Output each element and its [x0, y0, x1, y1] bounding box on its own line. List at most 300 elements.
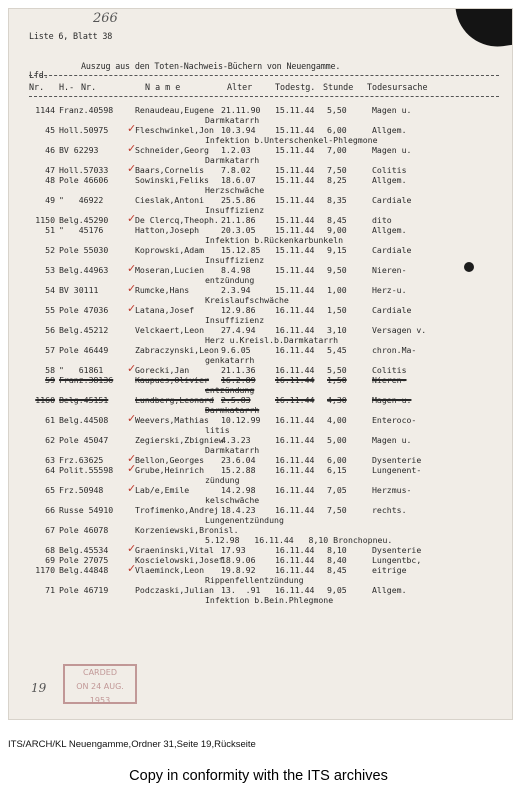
continuation-text: Kreislaufschwäche	[205, 295, 289, 305]
cause-of-death: Magen u.	[372, 145, 412, 155]
prisoner-name: Vlaeminck,Leon	[135, 565, 205, 575]
prisoner-number: Pole 45047	[59, 435, 109, 445]
death-time: 4,30	[327, 395, 347, 405]
death-time: 8,10	[327, 545, 347, 555]
cause-of-death: Dysenterie	[372, 545, 422, 555]
record-number: 45	[45, 125, 55, 135]
birth-date: 15.2.88	[221, 465, 256, 475]
prisoner-name: Zabraczynski,Leon	[135, 345, 219, 355]
continuation-text: entzündung	[205, 385, 255, 395]
prisoner-name: De Clercq,Theoph.	[135, 215, 219, 225]
prisoner-name: Velckaert,Leon	[135, 325, 205, 335]
death-time: 7,05	[327, 485, 347, 495]
death-time: 7,00	[327, 145, 347, 155]
continuation-text: genkatarrh	[205, 355, 255, 365]
birth-date: 27.4.94	[221, 325, 256, 335]
red-check-mark-icon: ✓	[127, 302, 137, 315]
continuation-text: Darmkatarrh	[205, 445, 260, 455]
prisoner-name: Grube,Heinrich	[135, 465, 205, 475]
death-date: 15.11.44	[275, 245, 315, 255]
prisoner-number: Polit.55598	[59, 465, 114, 475]
header-name: N a m e	[145, 82, 181, 92]
prisoner-name: Rumcke,Hans	[135, 285, 190, 295]
death-time: 6,00	[327, 125, 347, 135]
birth-date: 18.6.07	[221, 175, 256, 185]
continuation-text: Insuffizienz	[205, 255, 265, 265]
record-number: 61	[45, 415, 55, 425]
death-date: 16.11.44	[275, 325, 315, 335]
conformity-statement: Copy in conformity with the ITS archives	[129, 768, 388, 784]
record-row	[27, 162, 507, 175]
death-time: 9,50	[327, 265, 347, 275]
record-continuation	[27, 355, 507, 365]
stamp-line-1: CARDED	[83, 668, 117, 677]
prisoner-number: Franz.40598	[59, 105, 114, 115]
prisoner-name: Zegierski,Zbigniew	[135, 435, 224, 445]
record-continuation	[27, 135, 507, 145]
cause-of-death: eitrige	[372, 565, 407, 575]
prisoner-name: Schneider,Georg	[135, 145, 209, 155]
cause-of-death: rechts.	[372, 505, 407, 515]
record-number: 68	[45, 545, 55, 555]
record-number: 1160	[35, 395, 55, 405]
list-reference: Liste 6, Blatt 38	[29, 31, 113, 41]
record-row	[27, 505, 507, 515]
continuation-text: Darmkatarrh	[205, 155, 260, 165]
birth-date: 10.12.99	[221, 415, 261, 425]
birth-date: 12.9.86	[221, 305, 256, 315]
birth-date: 9.6.05	[221, 345, 251, 355]
record-row	[27, 525, 507, 535]
prisoner-number: Holl.57033	[59, 165, 109, 175]
record-row	[27, 375, 507, 385]
death-time: 1,50	[327, 305, 347, 315]
continuation-text: Lungenentzündung	[205, 515, 284, 525]
prisoner-name: Trofimenko,Andrej	[135, 505, 219, 515]
prisoner-name: Podczaski,Julian	[135, 585, 214, 595]
prisoner-name: Bellon,Georges	[135, 455, 205, 465]
birth-date: 1.2.03	[221, 145, 251, 155]
death-date: 16.11.44	[275, 565, 315, 575]
continuation-text: Infektion b.Rückenkarbunkeln	[205, 235, 344, 245]
prisoner-number: Belg.44963	[59, 265, 109, 275]
death-date: 15.11.44	[275, 215, 315, 225]
cause-of-death: Allgem.	[372, 175, 407, 185]
record-continuation	[27, 155, 507, 165]
header-rule-bottom	[29, 96, 499, 97]
record-number: 51	[45, 225, 55, 235]
cause-of-death: Nieren-	[372, 375, 407, 385]
death-date: 15.11.44	[275, 125, 315, 135]
continuation-text: Insuffizienz	[205, 205, 265, 215]
death-time: 9,05	[327, 585, 347, 595]
death-time: 8,40	[327, 555, 347, 565]
continuation-text: entzündung	[205, 275, 255, 285]
record-row	[27, 555, 507, 565]
death-time: 5,50	[327, 365, 347, 375]
birth-date: 19.8.92	[221, 565, 256, 575]
continuation-text: Darmkatarrh	[205, 405, 260, 415]
record-number: 56	[45, 325, 55, 335]
red-check-mark-icon: ✓	[127, 282, 137, 295]
prisoner-number: Belg.45290	[59, 215, 109, 225]
death-time: 8,35	[327, 195, 347, 205]
record-row	[27, 435, 507, 445]
record-continuation	[27, 405, 507, 415]
prisoner-number: Russe 54910	[59, 505, 114, 515]
birth-date: 14.2.98	[221, 485, 256, 495]
death-time: 3,10	[327, 325, 347, 335]
birth-date: 15.12.85	[221, 245, 261, 255]
continuation-text: Darmkatarrh	[205, 115, 260, 125]
record-row	[27, 262, 507, 275]
header-h: H.-	[59, 82, 75, 92]
record-row	[27, 412, 507, 425]
header-alter: Alter	[227, 82, 253, 92]
red-check-mark-icon: ✓	[127, 462, 137, 475]
prisoner-number: Pole 46606	[59, 175, 109, 185]
birth-date: 21.1.36	[221, 365, 256, 375]
document-subtitle: Auszug aus den Toten-Nachweis-Büchern von Neuengamme.	[81, 61, 341, 71]
cause-of-death: Colitis	[372, 365, 407, 375]
red-check-mark-icon: ✓	[127, 262, 137, 275]
record-row	[27, 245, 507, 255]
death-date: 16.11.44	[275, 435, 315, 445]
handwritten-number: 19	[31, 681, 47, 695]
record-continuation	[27, 595, 507, 605]
death-time: 9,00	[327, 225, 347, 235]
prisoner-number: Franz.38136	[59, 375, 114, 385]
record-row	[27, 142, 507, 155]
record-continuation	[27, 445, 507, 455]
continuation-text: litis	[205, 425, 230, 435]
record-number: 64	[45, 465, 55, 475]
birth-date: 23.6.04	[221, 455, 256, 465]
continuation-text: Herzschwäche	[205, 185, 265, 195]
pencil-reference-number: 266	[93, 11, 118, 26]
continuation-text: zündung	[205, 475, 240, 485]
death-date: 16.11.44	[275, 365, 315, 375]
cause-of-death: Cardiale	[372, 305, 412, 315]
carded-stamp	[63, 664, 137, 704]
record-continuation	[27, 295, 507, 305]
record-continuation	[27, 515, 507, 525]
cause-of-death: Nieren-	[372, 265, 407, 275]
record-number: 59	[45, 375, 55, 385]
cause-of-death: Cardiale	[372, 245, 412, 255]
prisoner-number: Pole 46078	[59, 525, 109, 535]
prisoner-number: Belg.45534	[59, 545, 109, 555]
record-row	[27, 175, 507, 185]
cause-of-death: Allgem.	[372, 125, 407, 135]
record-continuation	[27, 115, 507, 125]
record-continuation	[27, 475, 507, 485]
prisoner-number: Belg.45212	[59, 325, 109, 335]
header-stunde: Stunde	[323, 82, 354, 92]
prisoner-name: Korzeniewski,Bronisl.	[135, 525, 239, 535]
cause-of-death: Cardiale	[372, 195, 412, 205]
birth-date: 18.9.06	[221, 555, 256, 565]
death-date: 16.11.44	[275, 505, 315, 515]
record-continuation	[27, 385, 507, 395]
cause-of-death: Allgem.	[372, 225, 407, 235]
record-number: 53	[45, 265, 55, 275]
continuation-text: Herz u.Kreisl.b.Darmkatarrh	[205, 335, 339, 345]
prisoner-number: BV 30111	[59, 285, 99, 295]
continuation-text: kelschwäche	[205, 495, 260, 505]
birth-date: 21.1.86	[221, 215, 256, 225]
prisoner-name: Latana,Josef	[135, 305, 195, 315]
death-record-list	[27, 105, 507, 605]
cause-of-death: Colitis	[372, 165, 407, 175]
prisoner-number: Belg.44848	[59, 565, 109, 575]
record-continuation	[27, 235, 507, 245]
prisoner-number: Pole 47036	[59, 305, 109, 315]
record-number: 69	[45, 555, 55, 565]
record-number: 67	[45, 525, 55, 535]
record-row	[27, 105, 507, 115]
continuation-text: 5.12.98 16.11.44 8,10 Bronchopneu.	[205, 535, 393, 545]
prisoner-number: " 61861	[59, 365, 104, 375]
prisoner-name: Graeninski,Vital	[135, 545, 214, 555]
record-row	[27, 585, 507, 595]
prisoner-name: Lab/e,Emile	[135, 485, 190, 495]
prisoner-name: Baars,Cornelis	[135, 165, 205, 175]
death-time: 5,45	[327, 345, 347, 355]
record-continuation	[27, 185, 507, 195]
death-time: 8,45	[327, 215, 347, 225]
death-time: 6,15	[327, 465, 347, 475]
death-date: 15.11.44	[275, 265, 315, 275]
record-number: 49	[45, 195, 55, 205]
death-date: 16.11.44	[275, 545, 315, 555]
record-number: 48	[45, 175, 55, 185]
prisoner-name: Gorecki,Jan	[135, 365, 190, 375]
birth-date: 2.5.83	[221, 395, 251, 405]
record-row	[27, 345, 507, 355]
torn-corner	[453, 8, 513, 52]
record-number: 1150	[35, 215, 55, 225]
prisoner-name: Cieslak,Antoni	[135, 195, 205, 205]
archive-reference: ITS/ARCH/KL Neuengamme,Ordner 31,Seite 19,Rückseite	[8, 739, 256, 750]
red-check-mark-icon: ✓	[127, 162, 137, 175]
death-time: 1,00	[327, 285, 347, 295]
death-date: 15.11.44	[275, 105, 315, 115]
record-number: 65	[45, 485, 55, 495]
prisoner-name: Lundberg,Leonard	[135, 395, 214, 405]
birth-date: 21.11.90	[221, 105, 261, 115]
record-row	[27, 282, 507, 295]
record-continuation	[27, 335, 507, 345]
prisoner-number: Pole 27075	[59, 555, 109, 565]
record-continuation	[27, 275, 507, 285]
header-rule-top	[29, 75, 499, 76]
record-number: 71	[45, 585, 55, 595]
death-date: 16.11.44	[275, 345, 315, 355]
prisoner-number: " 45176	[59, 225, 104, 235]
death-date: 16.11.44	[275, 465, 315, 475]
death-time: 9,15	[327, 245, 347, 255]
record-number: 47	[45, 165, 55, 175]
death-date: 15.11.44	[275, 175, 315, 185]
red-check-mark-icon: ✓	[127, 212, 137, 225]
death-date: 16.11.44	[275, 485, 315, 495]
death-date: 15.11.44	[275, 225, 315, 235]
death-time: 5,00	[327, 435, 347, 445]
prisoner-number: Frz.50948	[59, 485, 104, 495]
birth-date: 13. .91	[221, 585, 261, 595]
prisoner-number: Pole 46449	[59, 345, 109, 355]
record-number: 1144	[35, 105, 55, 115]
death-time: 7,50	[327, 505, 347, 515]
red-check-mark-icon: ✓	[127, 562, 137, 575]
death-time: 8,45	[327, 565, 347, 575]
death-date: 16.11.44	[275, 375, 315, 385]
record-number: 66	[45, 505, 55, 515]
header-nr: Nr.	[29, 82, 45, 92]
header-hnr: Nr.	[81, 82, 97, 92]
death-date: 15.11.44	[275, 195, 315, 205]
record-number: 46	[45, 145, 55, 155]
birth-date: 17.93	[221, 545, 246, 555]
cause-of-death: Lungentbc,	[372, 555, 422, 565]
record-number: 1170	[35, 565, 55, 575]
continuation-text: Rippenfellentzündung	[205, 575, 304, 585]
death-date: 16.11.44	[275, 395, 315, 405]
cause-of-death: Versagen v.	[372, 325, 427, 335]
birth-date: 2.3.94	[221, 285, 251, 295]
record-number: 55	[45, 305, 55, 315]
record-continuation	[27, 575, 507, 585]
continuation-text: Infektion b.Unterschenkel-Phlegmone	[205, 135, 378, 145]
prisoner-name: Hatton,Joseph	[135, 225, 200, 235]
death-time: 4,00	[327, 415, 347, 425]
record-continuation	[27, 315, 507, 325]
cause-of-death: Herz-u.	[372, 285, 407, 295]
prisoner-name: Fleschwinkel,Jon	[135, 125, 214, 135]
death-date: 16.11.44	[275, 585, 315, 595]
death-date: 15.11.44	[275, 285, 315, 295]
prisoner-name: Koscielowski,Josef	[135, 555, 224, 565]
prisoner-number: BV 62293	[59, 145, 99, 155]
record-continuation	[27, 425, 507, 435]
cause-of-death: Dysenterie	[372, 455, 422, 465]
lfd-label: Lfd.	[29, 70, 49, 80]
cause-of-death: Magen u.	[372, 105, 412, 115]
prisoner-number: " 46922	[59, 195, 104, 205]
prisoner-name: Sowinski,Feliks	[135, 175, 209, 185]
red-check-mark-icon: ✓	[127, 482, 137, 495]
cause-of-death: Allgem.	[372, 585, 407, 595]
death-time: 8,25	[327, 175, 347, 185]
death-date: 16.11.44	[275, 555, 315, 565]
record-row	[27, 362, 507, 375]
birth-date: 4.3.23	[221, 435, 251, 445]
prisoner-name: Moseran,Lucien	[135, 265, 205, 275]
prisoner-number: Pole 55030	[59, 245, 109, 255]
record-row	[27, 212, 507, 225]
prisoner-number: Frz.63625	[59, 455, 104, 465]
birth-date: 25.5.86	[221, 195, 256, 205]
birth-date: 10.3.94	[221, 125, 256, 135]
red-check-mark-icon: ✓	[127, 142, 137, 155]
red-check-mark-icon: ✓	[127, 122, 137, 135]
death-date: 16.11.44	[275, 415, 315, 425]
death-time: 1,50	[327, 375, 347, 385]
record-number: 63	[45, 455, 55, 465]
cause-of-death: Herzmus-	[372, 485, 412, 495]
death-time: 6,00	[327, 455, 347, 465]
red-check-mark-icon: ✓	[127, 452, 137, 465]
birth-date: 8.4.98	[221, 265, 251, 275]
birth-date: 20.3.05	[221, 225, 256, 235]
record-continuation	[27, 205, 507, 215]
birth-date: 16.2.89	[221, 375, 256, 385]
record-row	[27, 195, 507, 205]
red-check-mark-icon: ✓	[127, 362, 137, 375]
record-continuation	[27, 535, 507, 545]
death-date: 16.11.44	[275, 305, 315, 315]
record-row	[27, 462, 507, 475]
death-time: 5,50	[327, 105, 347, 115]
prisoner-number: Pole 46719	[59, 585, 109, 595]
death-date: 16.11.44	[275, 455, 315, 465]
ink-blot	[464, 262, 474, 272]
prisoner-name: Weevers,Mathias	[135, 415, 209, 425]
prisoner-name: Kaupues,Olivier	[135, 375, 209, 385]
record-row	[27, 225, 507, 235]
red-check-mark-icon: ✓	[127, 542, 137, 555]
record-row	[27, 482, 507, 495]
record-number: 52	[45, 245, 55, 255]
prisoner-number: Belg.45151	[59, 395, 109, 405]
record-row	[27, 562, 507, 575]
cause-of-death: Magen u.	[372, 435, 412, 445]
record-row	[27, 452, 507, 465]
birth-date: 18.4.23	[221, 505, 256, 515]
death-time: 7,50	[327, 165, 347, 175]
cause-of-death: dito	[372, 215, 392, 225]
record-continuation	[27, 495, 507, 505]
birth-date: 7.8.02	[221, 165, 251, 175]
continuation-text: Insuffizienz	[205, 315, 265, 325]
record-row	[27, 302, 507, 315]
cause-of-death: Lungenent-	[372, 465, 422, 475]
prisoner-name: Renaudeau,Eugene	[135, 105, 214, 115]
record-number: 57	[45, 345, 55, 355]
record-continuation	[27, 255, 507, 265]
cause-of-death: Magen-u.	[372, 395, 412, 405]
cause-of-death: chron.Ma-	[372, 345, 417, 355]
header-todesursache: Todesursache	[367, 82, 428, 92]
record-row	[27, 325, 507, 335]
prisoner-number: Belg.44508	[59, 415, 109, 425]
death-date: 15.11.44	[275, 145, 315, 155]
red-check-mark-icon: ✓	[127, 412, 137, 425]
death-date: 15.11.44	[275, 165, 315, 175]
record-row	[27, 395, 507, 405]
document-page	[8, 8, 513, 720]
prisoner-name: Koprowski,Adam	[135, 245, 205, 255]
cause-of-death: Enteroco-	[372, 415, 417, 425]
header-todestag: Todestg.	[275, 82, 316, 92]
record-number: 54	[45, 285, 55, 295]
stamp-line-2: ON 24 AUG. 1953	[76, 682, 124, 705]
record-row	[27, 542, 507, 555]
continuation-text: Infektion b.Bein.Phlegmone	[205, 595, 334, 605]
prisoner-number: Holl.50975	[59, 125, 109, 135]
record-number: 58	[45, 365, 55, 375]
